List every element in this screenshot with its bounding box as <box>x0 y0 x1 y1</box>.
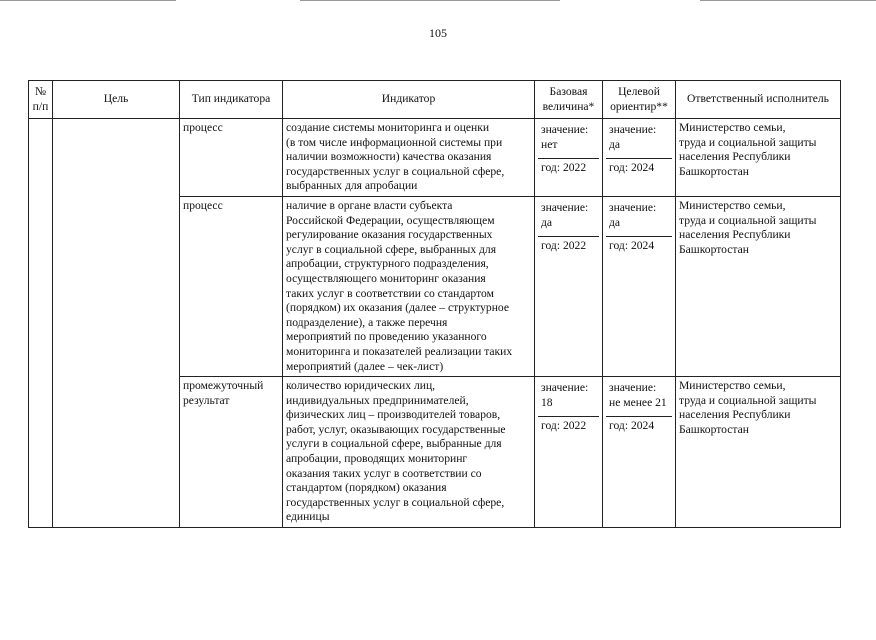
target-value-cell: значение: не менее 21 год: 2024 <box>603 377 676 528</box>
table-row <box>29 119 841 197</box>
indicators-table <box>28 80 841 528</box>
indicator-cell: создание системы мониторинга и оценки (в том числе информационной системы при наличии возможности) качества оказания государственных услуг в социальной сфере, выбранных для апробации <box>283 119 535 197</box>
target-value-cell: значение: да год: 2024 <box>603 119 676 197</box>
table-header-row <box>29 81 841 119</box>
base-value-cell: значение: нет год: 2022 <box>535 119 603 197</box>
header-goal: Цель <box>53 81 180 119</box>
header-base: Базовая величина* <box>535 81 603 119</box>
executor-cell: Министерство семьи, труда и социальной защиты населения Республики Башкортостан <box>676 377 841 528</box>
header-target: Целевой ориентир** <box>603 81 676 119</box>
type-cell: процесс <box>180 119 283 197</box>
header-num: № п/п <box>29 81 53 119</box>
executor-cell: Министерство семьи, труда и социальной защиты населения Республики Башкортостан <box>676 119 841 197</box>
header-type: Тип индикатора <box>180 81 283 119</box>
base-value-cell: значение: 18 год: 2022 <box>535 377 603 528</box>
target-value-cell: значение: да год: 2024 <box>603 196 676 376</box>
page-number: 105 <box>429 26 447 40</box>
goal-cell <box>53 119 180 528</box>
type-cell: процесс <box>180 196 283 376</box>
type-cell: промежуточный результат <box>180 377 283 528</box>
scan-edge <box>0 0 876 2</box>
header-executor: Ответственный исполнитель <box>676 81 841 119</box>
indicator-cell: наличие в органе власти субъекта Российской Федерации, осуществляющем регулирование оказания государственных услуг в социальной сфере, выбранных для апробации, структурного подразделения, осуществляющего мониторинг оказания таких услуг в соответствии со стандартом (порядком) их оказания (далее – структурное подразделение), а также перечня мероприятий по проведению указанного мониторинга и показателей реализации таких мероприятий (далее – чек-лист) <box>283 196 535 376</box>
header-indicator: Индикатор <box>283 81 535 119</box>
num-cell <box>29 119 53 528</box>
indicator-cell: количество юридических лиц, индивидуальных предпринимателей, физических лиц – производителей товаров, работ, услуг, оказывающих государственные услуги в социальной сфере, выбранные для апробации, проводящих мониторинг оказания таких услуг в соответствии со стандартом (порядком) оказания государственных услуг в социальной сфере, единицы <box>283 377 535 528</box>
base-value-cell: значение: да год: 2022 <box>535 196 603 376</box>
executor-cell: Министерство семьи, труда и социальной защиты населения Республики Башкортостан <box>676 196 841 376</box>
